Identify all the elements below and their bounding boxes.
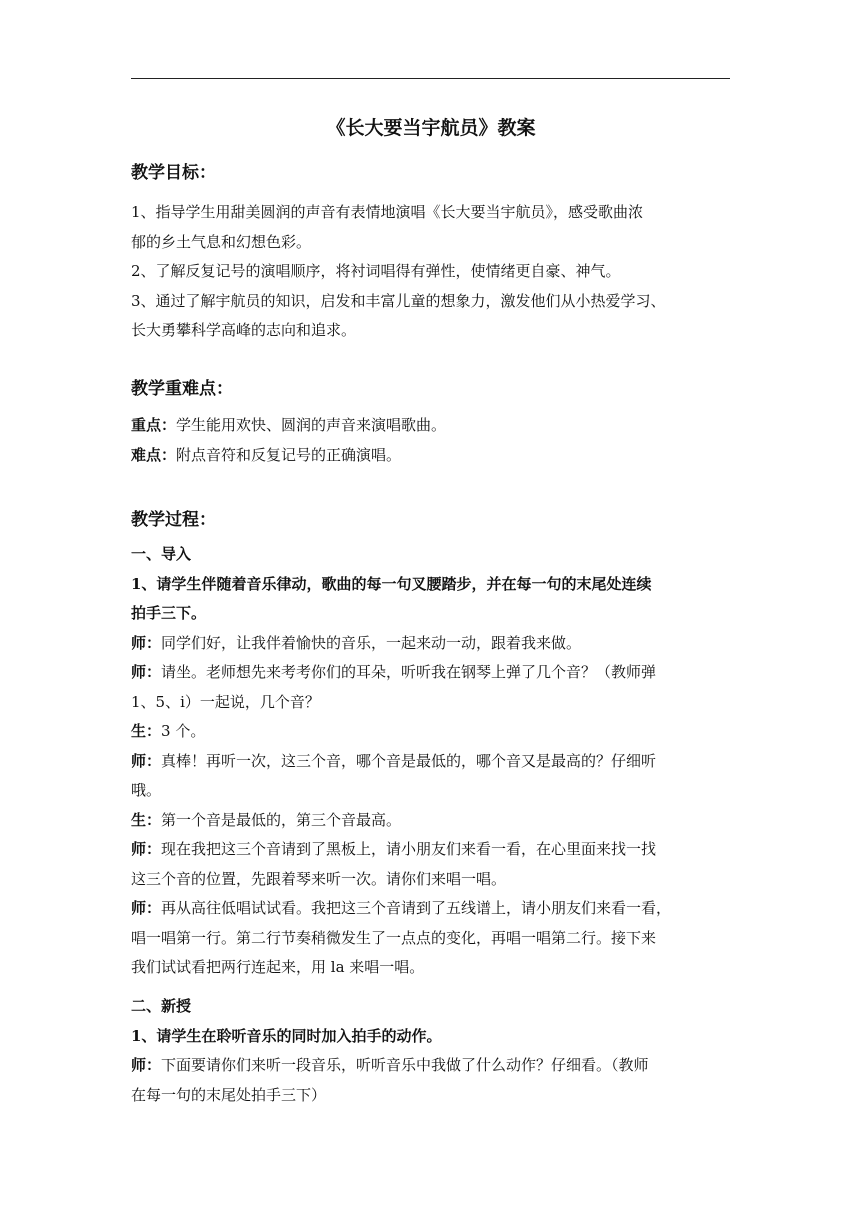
section-1 — [131, 540, 731, 983]
dialog-line — [131, 1051, 731, 1081]
objective-3-line-2: 长大勇攀科学高峰的志向和追求。 — [131, 321, 357, 339]
difficulty-text: 附点音符和反复记号的正确演唱。 — [176, 445, 402, 464]
speaker-label: 师： — [131, 633, 162, 652]
dialog-line — [131, 835, 731, 865]
dialog-line — [131, 717, 731, 747]
section-2-heading: 二、新授 — [131, 997, 192, 1015]
dialog-text-continued: 唱一唱第一行。第二行节奏稍微发生了一点点的变化，再唱一唱第二行。接下来 — [131, 928, 657, 947]
speaker-label: 师： — [131, 899, 162, 917]
key-points-heading: 教学重难点： — [131, 379, 233, 399]
speaker-label: 生： — [131, 722, 162, 740]
objective-3-line-1: 3、通过了解宇航员的知识，启发和丰富儿童的想象力，激发他们从小热爱学习、 — [131, 291, 666, 310]
dialog-text: 3 个。 — [161, 722, 206, 740]
section-1-heading: 一、导入 — [131, 545, 192, 563]
speaker-label: 生： — [131, 810, 162, 829]
difficulty-label: 难点： — [131, 445, 177, 464]
dialog-text-continued: 哦。 — [131, 781, 162, 799]
speaker-label: 师： — [131, 1056, 162, 1074]
dialog-text: 现在我把这三个音请到了黑板上，请小朋友们来看一看，在心里面来找一找 — [161, 840, 657, 858]
section-2 — [131, 992, 731, 1110]
dialog-line — [131, 806, 731, 836]
dialog-text: 真棒！再听一次，这三个音，哪个音是最低的，哪个音又是最高的？仔细听 — [161, 751, 657, 770]
objective-2-line-1: 2、了解反复记号的演唱顺序，将衬词唱得有弹性，使情绪更自豪、神气。 — [131, 262, 621, 280]
dialog-text: 下面要请你们来听一段音乐，听听音乐中我做了什么动作？仔细看。（教师 — [161, 1056, 649, 1074]
difficulty-line — [131, 441, 731, 471]
objective-1-line-2: 郁的乡土气息和幻想色彩。 — [131, 232, 312, 251]
section-1-step-1-line-2: 拍手三下。 — [131, 604, 207, 622]
key-point-line — [131, 411, 731, 441]
section-1-step-1-line-1: 1、请学生伴随着音乐律动，歌曲的每一句叉腰踏步，并在每一句的末尾处连续 — [131, 574, 652, 593]
dialog-text-continued: 我们试试看把两行连起来，用 la 来唱一唱。 — [131, 958, 425, 976]
dialog-line — [131, 658, 731, 688]
key-point-text: 学生能用欢快、圆润的声音来演唱歌曲。 — [176, 416, 447, 434]
header-rule — [131, 78, 730, 79]
objective-1-line-1: 1、指导学生用甜美圆润的声音有表情地演唱《长大要当宇航员》，感受歌曲浓 — [131, 203, 644, 221]
dialog-text-continued: 在每一句的末尾处拍手三下） — [131, 1085, 327, 1104]
speaker-label: 师： — [131, 751, 162, 770]
dialog-text: 同学们好，让我伴着愉快的音乐，一起来动一动，跟着我来做。 — [161, 633, 582, 652]
section-2-step-1: 1、请学生在聆听音乐的同时加入拍手的动作。 — [131, 1026, 442, 1045]
key-point-label: 重点： — [131, 416, 177, 434]
dialog-text: 再从高往低唱试试看。我把这三个音请到了五线谱上，请小朋友们来看一看， — [161, 899, 672, 917]
key-points-list — [131, 411, 731, 470]
dialog-line — [131, 629, 731, 659]
dialog-line — [131, 747, 731, 777]
process-heading: 教学过程： — [131, 510, 216, 530]
objectives-heading: 教学目标： — [131, 163, 216, 183]
dialog-text-continued: 这三个音的位置，先跟着琴来听一次。请你们来唱一唱。 — [131, 869, 507, 888]
document-title: 《长大要当宇航员》教案 — [326, 117, 536, 139]
dialog-line — [131, 894, 731, 924]
dialog-text: 第一个音是最低的，第三个音最高。 — [161, 810, 402, 829]
dialog-text-continued: 1、5、i）一起说，几个音？ — [131, 692, 320, 711]
objectives-list — [131, 198, 731, 346]
speaker-label: 师： — [131, 663, 162, 681]
dialog-text: 请坐。老师想先来考考你们的耳朵，听听我在钢琴上弹了几个音？（教师弹 — [161, 663, 657, 681]
speaker-label: 师： — [131, 840, 162, 858]
